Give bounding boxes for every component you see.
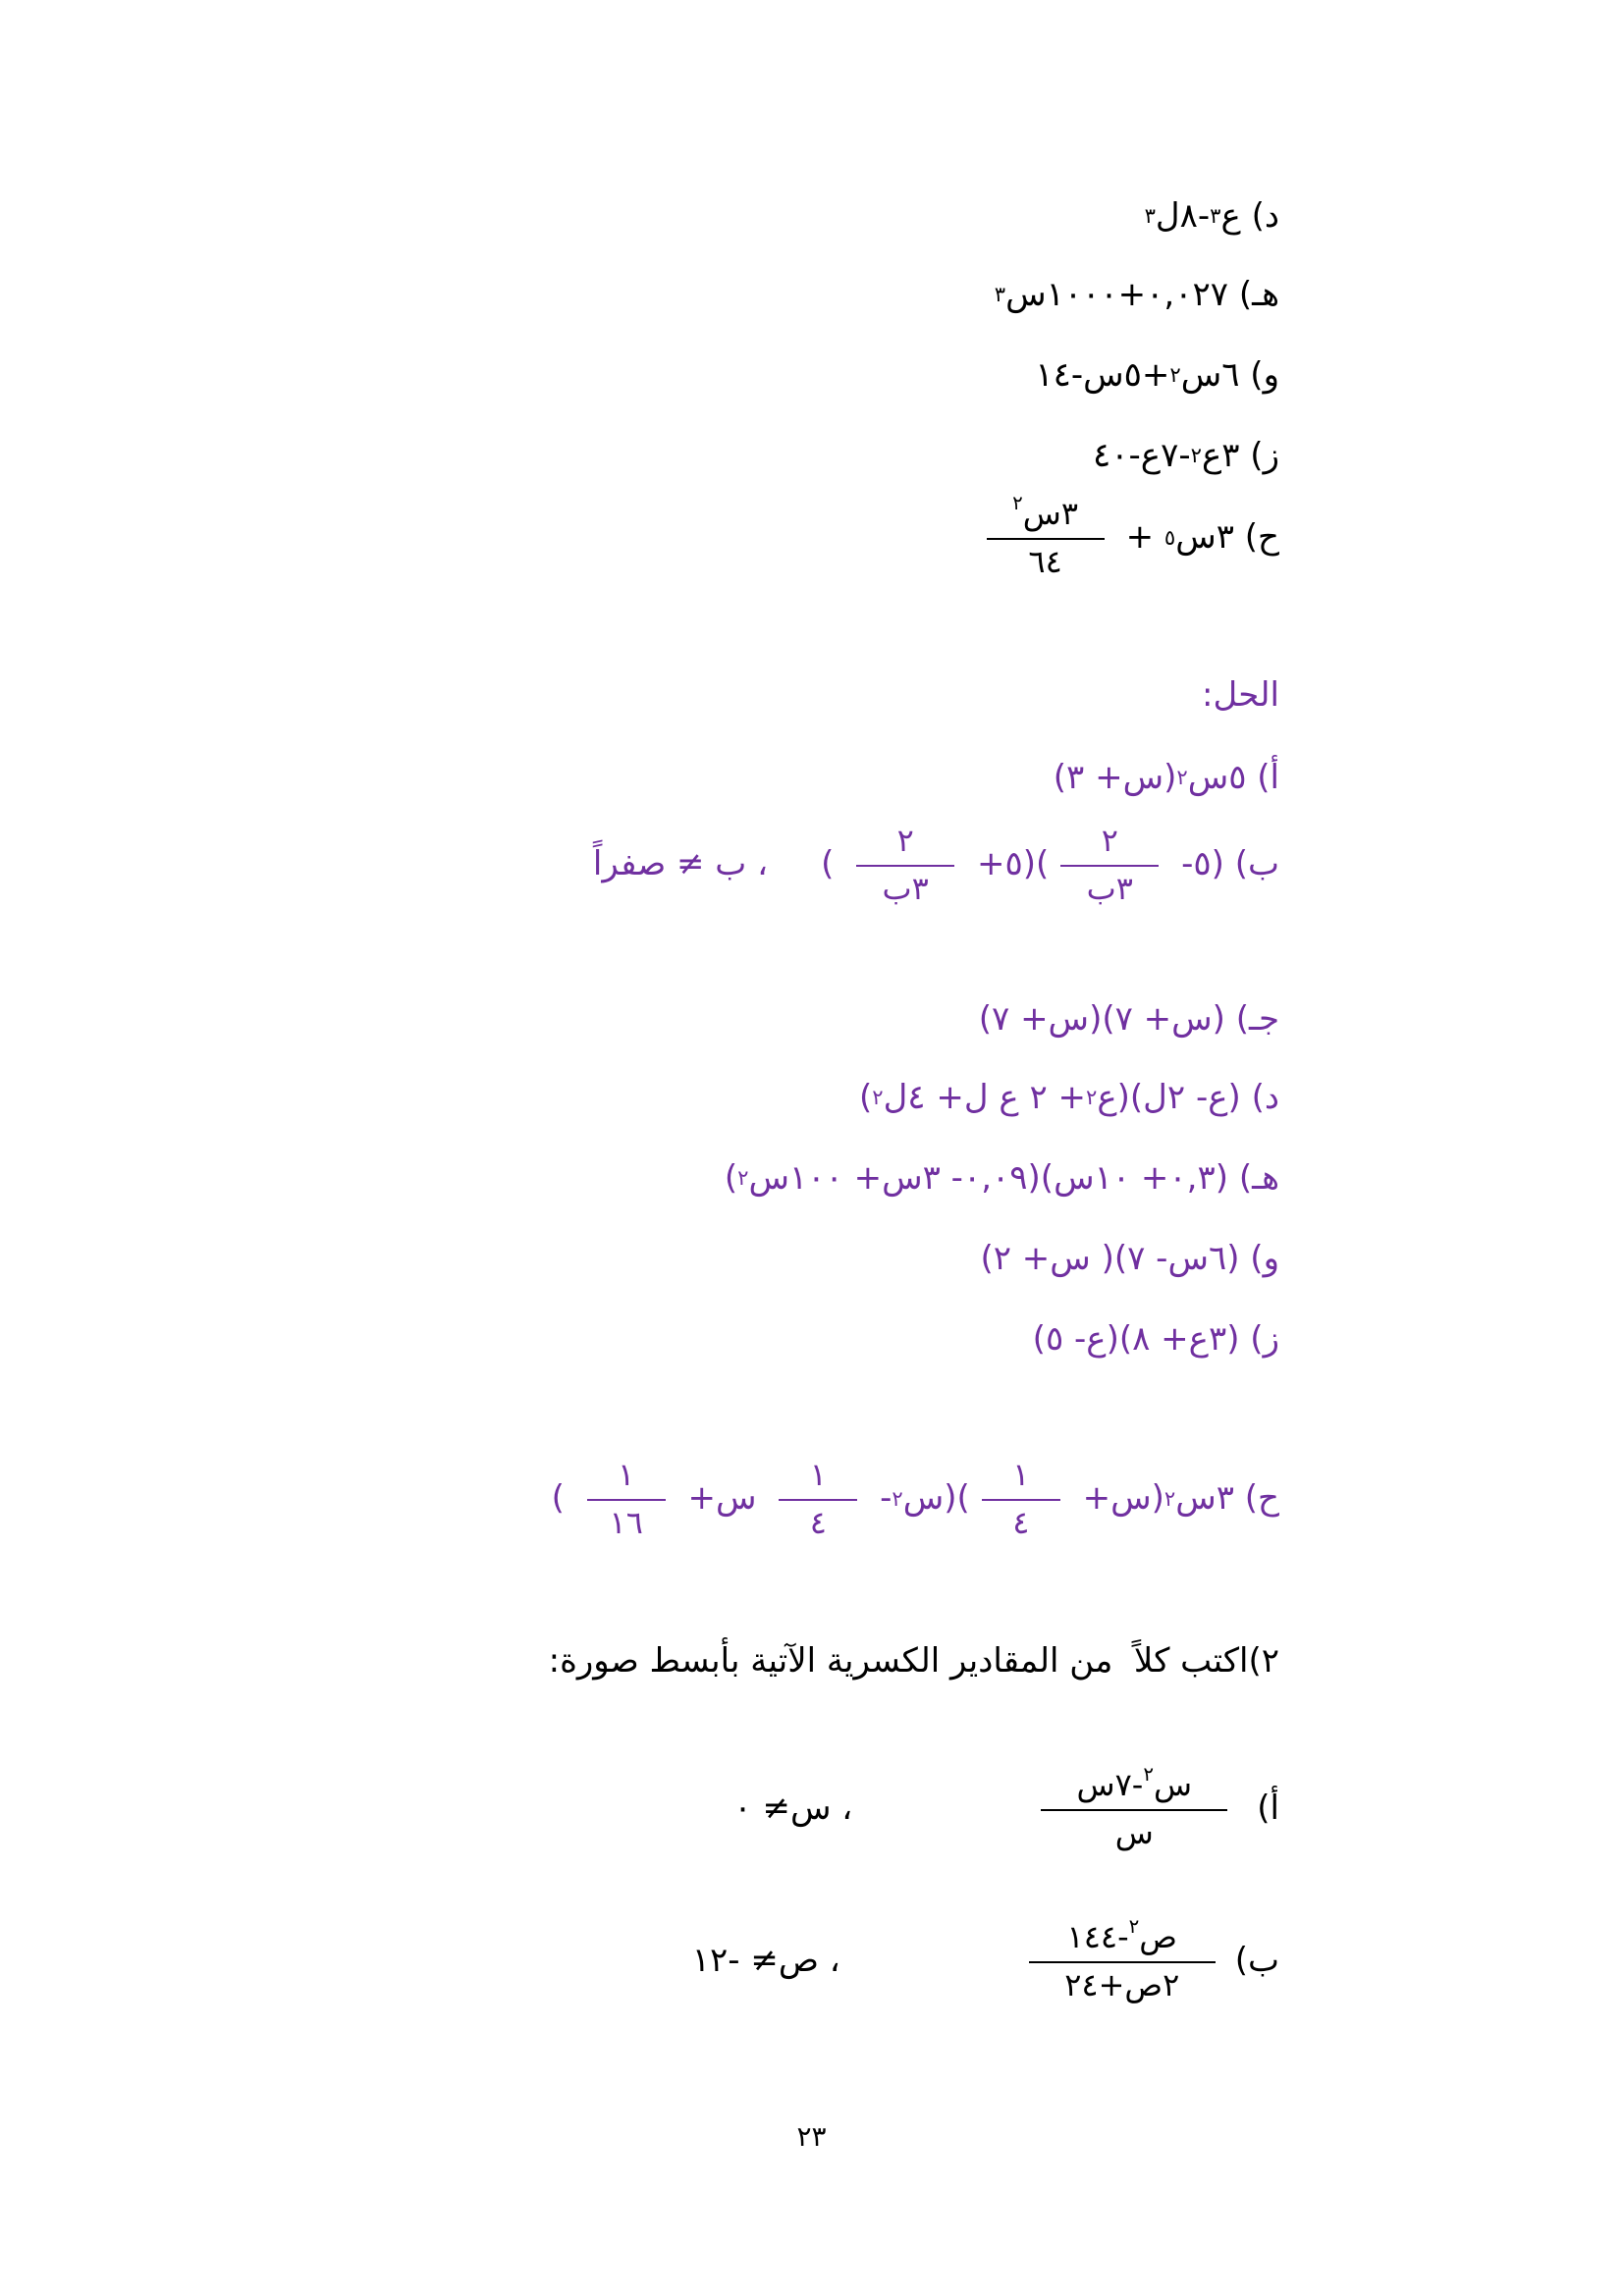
solution-j-text: جـ) (س+ ٧)(س+ ٧) xyxy=(978,999,1279,1039)
fraction-numerator: ٢ xyxy=(1101,822,1118,859)
fraction-bar xyxy=(587,1499,666,1501)
fraction-numerator: ٢ xyxy=(896,822,914,859)
fraction-bar xyxy=(987,538,1105,540)
fraction xyxy=(1029,1915,1216,2003)
exercise-w: و) ٦س ٢ +٥س-١٤ xyxy=(1035,355,1279,395)
solution-h-text: ) xyxy=(724,1158,738,1198)
solution-j xyxy=(979,999,1279,1040)
solution-ha-text: ) xyxy=(551,1478,575,1519)
solution-b-text: ) ، ب ≠ صفراً xyxy=(592,844,845,884)
question2-b-label: ب) xyxy=(1234,1941,1279,1981)
solution-ha-text: - xyxy=(869,1478,893,1519)
exercise-ha: ح) ٣س ٥ + $\frac{٣س^٢}{٦٤}$ xyxy=(975,496,1279,580)
solution-ha-text: )(س xyxy=(902,1478,970,1519)
solution-z xyxy=(1033,1319,1279,1360)
page-number: ٢٣ xyxy=(796,2120,827,2153)
solution-d-text: د) (ع- ٢ل)(ع xyxy=(1097,1078,1279,1117)
exercise-d-text: د) ع xyxy=(1220,196,1279,236)
solution-b xyxy=(593,823,1279,907)
solution-heading-text: الحل: xyxy=(1202,675,1279,715)
solution-h: هـ) (٠,٣+ ١٠س)(٠,٠٩- ٣س+ ١٠٠س ٢ ) xyxy=(724,1158,1279,1198)
question2-b-condition: ، ص≠ -١٢ xyxy=(691,1941,840,1981)
solution-z-text: ز) (٣ع+ ٨)(ع- ٥) xyxy=(1032,1319,1279,1359)
fraction-denominator: ٢ص+٢٤ xyxy=(1064,1965,1180,2003)
fraction-denominator: ١٦ xyxy=(609,1503,643,1541)
question2-a-label: أ) xyxy=(1257,1789,1279,1829)
exercise-d: د) ع ٣ -٨ل ٣ xyxy=(1144,196,1279,236)
fraction-numerator: ص$^٢$-١٤٤ xyxy=(1066,1915,1177,1955)
exercise-z-text: -٧ع-٤٠ xyxy=(1092,436,1191,475)
question2-heading-text: ٢)اكتب كلاً من المقادير الكسرية الآتية بأبسط صورة: xyxy=(548,1641,1279,1681)
solution-b-text: )(٥+ xyxy=(966,844,1050,884)
question2-heading xyxy=(549,1641,1279,1682)
solution-b-text: ب) (٥- xyxy=(1170,844,1279,884)
fraction-numerator: ٣س$^٢$ xyxy=(1012,492,1079,532)
fraction-bar xyxy=(856,865,954,867)
fraction xyxy=(779,1457,857,1541)
exercise-ha-text: ح) ٣س xyxy=(1175,517,1279,558)
exercise-h-text: هـ) ٠,٠٢٧+١٠٠٠س xyxy=(1005,275,1279,314)
fraction-bar xyxy=(1029,1961,1216,1963)
question2-a-condition: ، س≠ ٠ xyxy=(733,1789,853,1829)
solution-d-text: + ٢ ع ل+ ٤ل xyxy=(883,1078,1087,1117)
solution-ha-text: س+ xyxy=(676,1478,768,1519)
fraction-denominator: ٣ب xyxy=(882,869,929,907)
fraction-numerator: ١ xyxy=(1012,1456,1030,1493)
question2-b xyxy=(691,1915,1279,2003)
exercise-ha-text: + xyxy=(1125,517,1164,558)
solution-a-text: أ) ٥س xyxy=(1187,758,1279,797)
fraction xyxy=(856,823,954,907)
exponent: ٢ xyxy=(1128,1915,1140,1939)
exponent: ٢ xyxy=(1143,1763,1154,1787)
fraction-numerator: ١ xyxy=(809,1456,827,1493)
fraction-bar xyxy=(779,1499,857,1501)
fraction-bar xyxy=(1041,1809,1227,1811)
solution-ha-text: (س+ xyxy=(1071,1478,1164,1519)
exercise-h: هـ) ٠,٠٢٧+١٠٠٠س ٣ xyxy=(994,275,1279,314)
solution-a-text: (س+ ٣) xyxy=(1053,758,1177,797)
exercise-w-text: و) ٦س xyxy=(1180,355,1279,395)
fraction-bar xyxy=(982,1499,1060,1501)
fraction-numerator: س$^٢$-٧س xyxy=(1076,1763,1193,1803)
solution-ha: ح) ٣س ٢ (س+ $\frac{١}{٤}$ )(س ٢ - $\frac{١}{٤}$ س+ $\frac{١}{١٦}$ ) xyxy=(551,1456,1279,1541)
fraction-bar xyxy=(1060,865,1159,867)
solution-heading xyxy=(1202,675,1279,716)
fraction xyxy=(587,1457,666,1541)
question2-a xyxy=(733,1763,1279,1851)
fraction xyxy=(987,492,1105,580)
solution-d: د) (ع- ٢ل)(ع ٢ + ٢ ع ل+ ٤ل ٢ ) xyxy=(859,1078,1279,1117)
solution-d-text: ) xyxy=(859,1078,873,1117)
exponent: ٢ xyxy=(1012,492,1023,515)
solution-h-text: هـ) (٠,٣+ ١٠س)(٠,٠٩- ٣س+ ١٠٠س xyxy=(748,1158,1279,1198)
fraction xyxy=(1041,1763,1227,1851)
fraction-denominator: ٣ب xyxy=(1086,869,1133,907)
exercise-d-text: -٨ل xyxy=(1155,196,1211,236)
solution-w-text: و) (٦س- ٧)( س+ ٢) xyxy=(980,1239,1279,1278)
fraction-denominator: ٤ xyxy=(809,1503,827,1541)
exercise-z-text: ز) ٣ع xyxy=(1201,436,1279,475)
fraction xyxy=(982,1457,1060,1541)
exercise-z: ز) ٣ع ٢ -٧ع-٤٠ xyxy=(1092,436,1279,475)
solution-a: أ) ٥س ٢ (س+ ٣) xyxy=(1053,758,1279,797)
solution-w xyxy=(980,1239,1279,1279)
fraction-denominator: ٤ xyxy=(1012,1503,1030,1541)
solution-ha-text: ح) ٣س xyxy=(1175,1478,1279,1519)
fraction xyxy=(1060,823,1159,907)
fraction-denominator: س xyxy=(1114,1813,1154,1851)
fraction-denominator: ٦٤ xyxy=(1028,542,1062,580)
exercise-w-text: +٥س-١٤ xyxy=(1035,355,1170,395)
fraction-numerator: ١ xyxy=(618,1456,635,1493)
